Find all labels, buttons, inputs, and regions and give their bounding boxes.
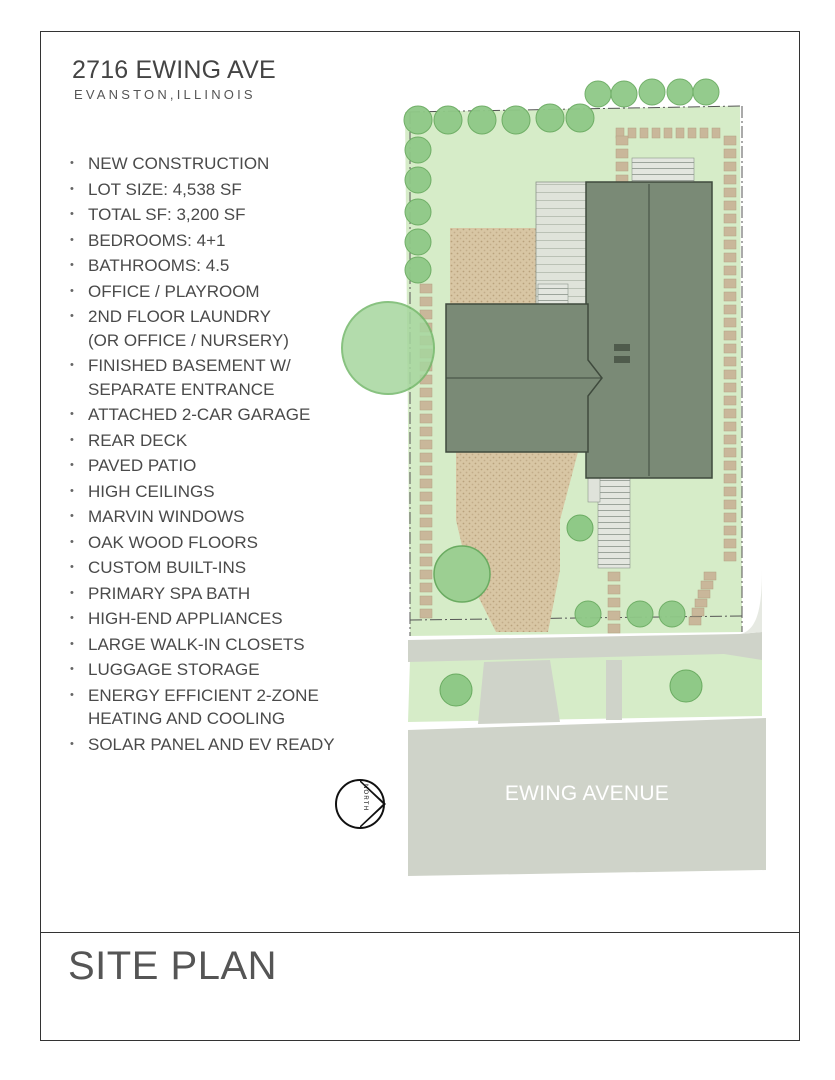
street-label: EWING AVENUE (504, 782, 670, 805)
paver-stone (712, 128, 720, 138)
paver-stone (724, 435, 736, 444)
paver-stone (724, 409, 736, 418)
feature-item: • HIGH-END APPLIANCES (70, 607, 335, 630)
paver-stone (724, 201, 736, 210)
paver-stone (724, 513, 736, 522)
paver-stone (700, 128, 708, 138)
paver-stone (652, 128, 660, 138)
property-city: EVANSTON,ILLINOIS (74, 87, 256, 102)
paver-stone (724, 487, 736, 496)
tree-icon (405, 199, 431, 225)
paver-stone (724, 331, 736, 340)
feature-item: • HIGH CEILINGS (70, 480, 335, 503)
paver-stone (704, 572, 716, 580)
paver-stone (420, 453, 432, 462)
tree-icon (693, 79, 719, 105)
paver-stone (420, 570, 432, 579)
feature-item: • NEW CONSTRUCTION (70, 152, 335, 175)
paver-stone (608, 624, 620, 633)
tree-icon (627, 601, 653, 627)
paver-stone (724, 175, 736, 184)
north-label: NORTH (362, 784, 368, 812)
paver-stone (724, 305, 736, 314)
paver-stone (724, 552, 736, 561)
driveway-curb (740, 566, 762, 634)
paver-stone (724, 292, 736, 301)
tree-icon (405, 137, 431, 163)
tree-icon (536, 104, 564, 132)
paver-stone (664, 128, 672, 138)
sheet-title: SITE PLAN (68, 944, 278, 988)
tree-icon (575, 601, 601, 627)
paver-stone (420, 583, 432, 592)
paver-stone (695, 599, 707, 607)
paver-stone (724, 383, 736, 392)
feature-item: • OAK WOOD FLOORS (70, 531, 335, 554)
tree-small (567, 515, 593, 541)
feature-item: • 2ND FLOOR LAUNDRY (70, 305, 335, 328)
tree-parkway (440, 674, 472, 706)
feature-item: • BATHROOMS: 4.5 (70, 254, 335, 277)
paver-stone (420, 479, 432, 488)
paver-stone (688, 128, 696, 138)
paver-stone (701, 581, 713, 589)
paver-stone (420, 544, 432, 553)
feature-item: • LUGGAGE STORAGE (70, 658, 335, 681)
tree-icon (405, 167, 431, 193)
paver-stone (420, 414, 432, 423)
paver-stone (420, 284, 432, 293)
paver-stone (724, 344, 736, 353)
paver-stone (724, 539, 736, 548)
paver-stone (420, 557, 432, 566)
rear-stairs (632, 158, 694, 184)
feature-item-continued: HEATING AND COOLING (88, 709, 286, 728)
tree-parkway (670, 670, 702, 702)
feature-item-continued: (OR OFFICE / NURSERY) (88, 330, 289, 350)
tree-icon (468, 106, 496, 134)
paver-stone (724, 370, 736, 379)
skylight (614, 356, 630, 363)
tree-icon (434, 106, 462, 134)
paver-stone (420, 466, 432, 475)
feature-item: • ENERGY EFFICIENT 2-ZONE (70, 684, 335, 707)
paver-stone (608, 598, 620, 607)
paver-stone (724, 474, 736, 483)
paver-stone (608, 611, 620, 620)
paver-stone (724, 500, 736, 509)
deck-stairs (538, 284, 568, 304)
front-stairs (598, 472, 630, 568)
paver-stone (420, 596, 432, 605)
feature-item: • FINISHED BASEMENT W/ (70, 354, 335, 377)
feature-item: • PAVED PATIO (70, 454, 335, 477)
paver-stone (724, 526, 736, 535)
skylight (614, 344, 630, 351)
paver-stone (608, 585, 620, 594)
tree-front-yard (434, 546, 490, 602)
paver-stone (724, 188, 736, 197)
paver-stone (724, 396, 736, 405)
paver-stone (724, 149, 736, 158)
tree-icon (502, 106, 530, 134)
paver-stone (628, 128, 636, 138)
paver-stone (724, 162, 736, 171)
feature-item: • ATTACHED 2-CAR GARAGE (70, 403, 335, 426)
tree-icon (659, 601, 685, 627)
tree-icon (585, 81, 611, 107)
paver-stone (724, 136, 736, 145)
paver-stone (724, 266, 736, 275)
paver-stone (698, 590, 710, 598)
walkway-to-street (478, 660, 560, 724)
large-tree-canopy (342, 302, 434, 394)
feature-item: • LARGE WALK-IN CLOSETS (70, 633, 335, 656)
feature-item: • CUSTOM BUILT-INS (70, 556, 335, 579)
paver-stone (420, 401, 432, 410)
tree-icon (405, 257, 431, 283)
tree-icon (667, 79, 693, 105)
paver-stone (420, 297, 432, 306)
paver-stone (616, 162, 628, 171)
paver-stone (676, 128, 684, 138)
paver-stone (420, 518, 432, 527)
tree-icon (566, 104, 594, 132)
feature-item: • SOLAR PANEL AND EV READY (70, 733, 335, 756)
paver-stone (724, 422, 736, 431)
paver-stone (420, 505, 432, 514)
feature-item: • BEDROOMS: 4+1 (70, 229, 335, 252)
feature-item: • LOT SIZE: 4,538 SF (70, 178, 335, 201)
side-walkway (606, 660, 622, 720)
tree-icon (404, 106, 432, 134)
paver-stone (420, 609, 432, 618)
paver-stone (420, 531, 432, 540)
paver-stone (420, 388, 432, 397)
paver-stone (616, 136, 628, 145)
paver-stone (692, 608, 704, 616)
feature-item: • OFFICE / PLAYROOM (70, 280, 335, 303)
paver-stone (608, 572, 620, 581)
property-address: 2716 EWING AVE (72, 56, 276, 84)
paver-stone (724, 461, 736, 470)
paver-stone (420, 427, 432, 436)
paver-stone (724, 279, 736, 288)
paver-stone (689, 617, 701, 625)
paver-stone (640, 128, 648, 138)
feature-item: • MARVIN WINDOWS (70, 505, 335, 528)
paver-stone (724, 240, 736, 249)
paver-stone (724, 214, 736, 223)
paver-stone (420, 440, 432, 449)
paver-stone (420, 492, 432, 501)
paver-stone (724, 227, 736, 236)
paved-patio (450, 228, 538, 304)
paver-stone (724, 448, 736, 457)
tree-icon (611, 81, 637, 107)
paver-stone (616, 149, 628, 158)
paver-stone (724, 318, 736, 327)
feature-item: • PRIMARY SPA BATH (70, 582, 335, 605)
feature-item: • TOTAL SF: 3,200 SF (70, 203, 335, 226)
paver-stone (724, 357, 736, 366)
tree-icon (639, 79, 665, 105)
north-arrow-icon (336, 780, 386, 828)
feature-item-continued: SEPARATE ENTRANCE (88, 379, 275, 399)
paver-stone (724, 253, 736, 262)
feature-item: • REAR DECK (70, 429, 335, 452)
tree-icon (405, 229, 431, 255)
